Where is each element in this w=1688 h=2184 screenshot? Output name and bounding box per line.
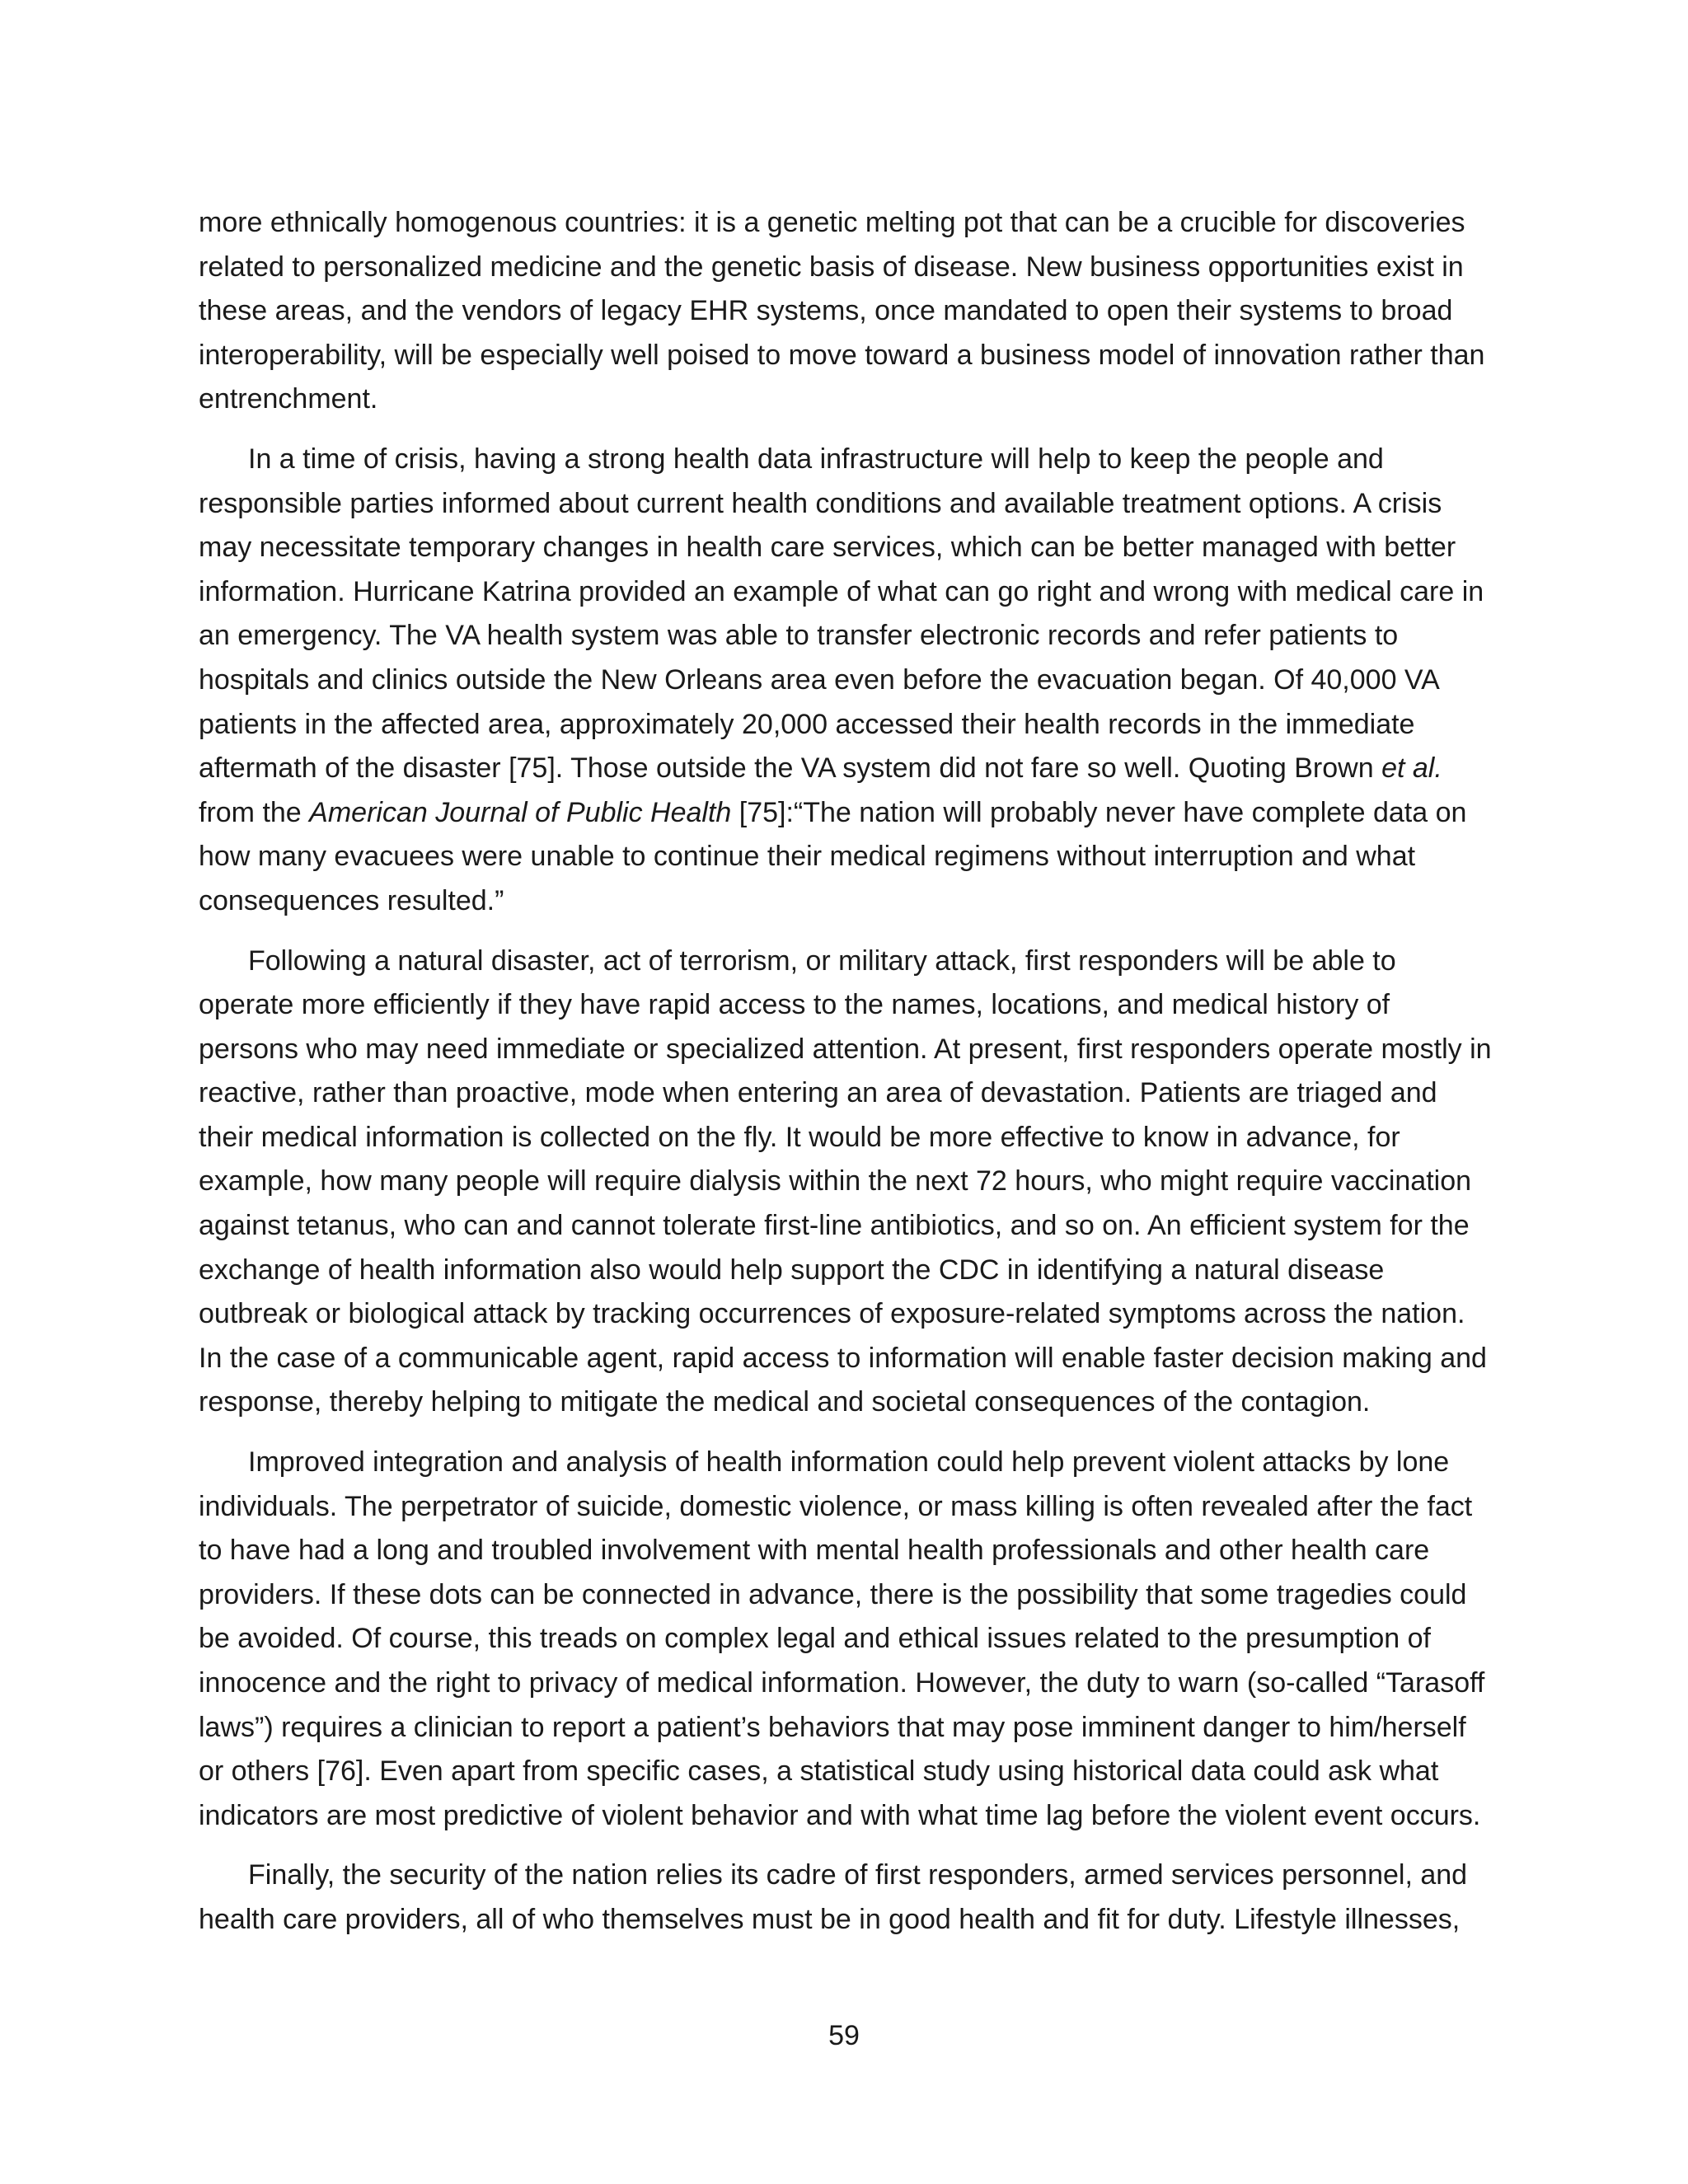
paragraph-5-text: Finally, the security of the nation relies its cadre of first responders, armed services personnel, and health care providers, all of who themselves must be in good health and fit for duty. Lifestyle illnesses, [199, 1859, 1468, 1935]
paragraph-2-italic-et-al: et al. [1381, 752, 1442, 785]
page-number: 59 [828, 2020, 860, 2051]
paragraph-5 [199, 1854, 1494, 1942]
paragraph-2-italic-journal: American Journal of Public Health [309, 796, 732, 828]
paragraph-3-text: Following a natural disaster, act of terrorism, or military attack, first responders will be able to operate more efficiently if they have rapid access to the names, locations, and medical history of persons who may need immediate or specialized attention. At present, first responders operate mostly in reactive, rather than proactive, mode when entering an area of devastation. Patients are triaged and their medical information is collected on the fly. It would be more effective to know in advance, for example, how many people will require dialysis within the next 72 hours, who might require vaccination against tetanus, who can and cannot tolerate first-line antibiotics, and so on. An efficient system for the exchange of health information also would help support the CDC in identifying a natural disease outbreak or biological attack by tracking occurrences of exposure-related symptoms across the nation. In the case of a communicable agent, rapid access to information will enable faster decision making and response, thereby helping to mitigate the medical and societal consequences of the contagion. [199, 944, 1492, 1418]
paragraph-1 [199, 201, 1494, 422]
paragraph-2-text: In a time of crisis, having a strong health data infrastructure will help to keep the people and responsible parties informed about current health conditions and available treatment options. A crisis may necessitate temporary changes in health care services, which can be better managed with better information. Hurricane Katrina provided an example of what can go right and wrong with medical care in an emergency. The VA health system was able to transfer electronic records and refer patients to hospitals and clinics outside the New Orleans area even before the evacuation began. Of 40,000 VA patients in the affected area, approximately 20,000 accessed their health records in the immediate aftermath of the disaster [75]. Those outside the VA system did not fare so well. Quoting Brown [199, 443, 1484, 785]
paragraph-2 [199, 438, 1494, 924]
paragraph-3 [199, 940, 1494, 1426]
body-text [199, 201, 1494, 1958]
paragraph-2-text: [75]:“The nation will probably never have complete data on how many evacuees were unable to continue their medical regimens without interruption and what consequences resulted.” [199, 796, 1467, 916]
paragraph-4-text: Improved integration and analysis of health information could help prevent violent attacks by lone individuals. The perpetrator of suicide, domestic violence, or mass killing is often revealed after the fact to have had a long and troubled involvement with mental health professionals and other health care providers. If these dots can be connected in advance, there is the possibility that some tragedies could be avoided. Of course, this treads on complex legal and ethical issues related to the presumption of innocence and the right to privacy of medical information. However, the duty to warn (so-called “Tarasoff laws”) requires a clinician to report a patient’s behaviors that may pose imminent danger to him/herself or others [76]. Even apart from specific cases, a statistical study using historical data could ask what indicators are most predictive of violent behavior and with what time lag before the violent event occurs. [199, 1446, 1485, 1831]
paragraph-1-text: more ethnically homogenous countries: it is a genetic melting pot that can be a crucible for discoveries related to personalized medicine and the genetic basis of disease. New business opportunities exist in these areas, and the vendors of legacy EHR systems, once mandated to open their systems to broad interoperability, will be especially well poised to move toward a business model of innovation rather than entrenchment. [199, 207, 1485, 415]
paragraph-4 [199, 1441, 1494, 1838]
paragraph-2-text: from the [199, 796, 310, 828]
